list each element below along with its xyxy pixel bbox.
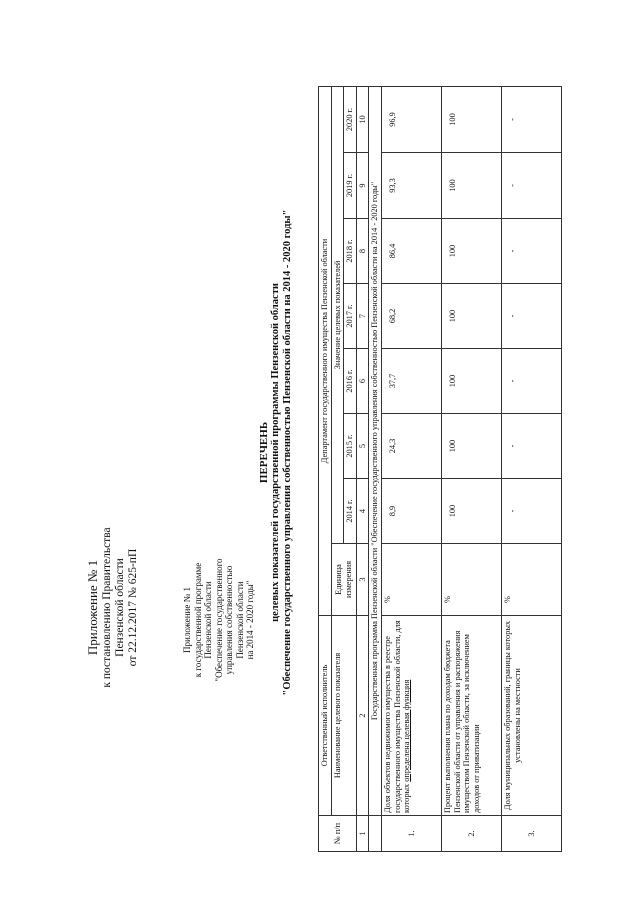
appendix-line: к постановлению Правительства	[101, 527, 113, 688]
annex-block	[182, 540, 256, 700]
indicator-name-continuation: определена целевая функция	[402, 679, 412, 782]
column-number: 5	[356, 414, 369, 479]
annex-line: Пензенской области	[234, 581, 245, 659]
annex-line: к государственной программе	[192, 562, 203, 678]
table-row	[381, 86, 441, 851]
program-row-spacer	[369, 816, 382, 852]
indicator-value: 100	[441, 284, 501, 349]
program-row-text: Государственная программа Пензенской области "Обеспечение государственного управления собственностью Пензенской области на 2014 - 2020 годы"	[369, 86, 382, 815]
table-row	[501, 86, 561, 851]
title-subheading: целевых показателей государственной программы Пензенской области	[270, 283, 281, 622]
indicator-value: 8,9	[381, 479, 441, 544]
indicator-value: -	[501, 414, 561, 479]
annex-line: Приложение № 1	[182, 587, 192, 653]
indicator-name: Доля муниципальных образований, границы которых установлены на местности	[501, 616, 561, 816]
column-number: 7	[356, 284, 369, 349]
column-number: 3	[356, 544, 369, 616]
column-number: 1	[356, 816, 369, 852]
header-year: 2017 г.	[344, 284, 357, 349]
indicator-value: 100	[441, 219, 501, 284]
annex-line: управления собственностью	[224, 565, 234, 675]
row-number: 3.	[501, 816, 561, 852]
table-row	[441, 86, 501, 851]
indicator-value: 24,3	[381, 414, 441, 479]
title-program-name: "Обеспечение государственного управления собственностью Пензенской области на 2014 - 2020 годы"	[282, 209, 293, 696]
column-number: 10	[356, 86, 369, 152]
indicator-value: -	[501, 349, 561, 414]
indicator-value: 96,9	[381, 86, 441, 152]
header-no: № п/п	[319, 816, 357, 852]
column-numbers-row	[356, 86, 369, 851]
indicator-unit: %	[441, 544, 501, 616]
indicator-value: 100	[441, 349, 501, 414]
header-year: 2016 г.	[344, 349, 357, 414]
column-number: 6	[356, 349, 369, 414]
row-number: 2.	[441, 816, 501, 852]
appendix-block	[86, 520, 140, 695]
document-title	[258, 0, 294, 905]
column-number: 8	[356, 219, 369, 284]
indicator-name-text: Доля объектов недвижимого имущества в реестре государственного имущества Пензенской области, для которых	[382, 620, 412, 813]
appendix-line: Пензенской области	[114, 558, 126, 657]
indicator-value: 100	[441, 479, 501, 544]
header-year: 2018 г.	[344, 219, 357, 284]
indicator-value: -	[501, 219, 561, 284]
indicator-value: -	[501, 86, 561, 152]
indicator-value: -	[501, 284, 561, 349]
header-executor-row	[319, 86, 332, 851]
indicator-name	[381, 616, 441, 816]
header-executor: Ответственный исполнитель	[319, 616, 332, 816]
appendix-number: Приложение № 1	[85, 559, 100, 656]
indicator-value: 100	[441, 86, 501, 152]
header-executor-value: Департамент государственного имущества Пензенской области	[319, 86, 332, 615]
indicator-name: Процент выполнения плана по доходам бюджета Пензенской области от управления и распоряжения имуществом Пензенской области, за исключением доходов от приватизации	[441, 616, 501, 816]
indicator-value: 100	[441, 414, 501, 479]
indicators-table	[318, 86, 562, 852]
annex-line: "Обеспечение государственного	[213, 558, 224, 682]
indicator-value: 37,7	[381, 349, 441, 414]
program-row	[369, 86, 382, 851]
header-values-group: Значение целевых показателей	[331, 86, 344, 543]
column-number: 4	[356, 479, 369, 544]
header-unit: Единица измерения	[331, 544, 356, 616]
header-year: 2015 г.	[344, 414, 357, 479]
column-number: 9	[356, 153, 369, 219]
header-indicator-name: Наименование целевого показателя	[331, 616, 356, 816]
indicator-value: 86,4	[381, 219, 441, 284]
row-number: 1.	[381, 816, 441, 852]
header-year: 2020 г.	[344, 86, 357, 152]
indicator-value: 100	[441, 153, 501, 219]
annex-line: на 2014 - 2020 годы"	[245, 580, 255, 660]
indicator-value: 93,3	[381, 153, 441, 219]
header-year: 2019 г.	[344, 153, 357, 219]
indicator-value: -	[501, 153, 561, 219]
indicator-unit: %	[501, 544, 561, 616]
header-year: 2014 г.	[344, 479, 357, 544]
appendix-date: от 22.12.2017 № 625-пП	[127, 548, 139, 667]
header-name-row	[331, 86, 344, 851]
column-number: 2	[356, 616, 369, 816]
annex-line: Пензенской области	[203, 581, 213, 659]
indicator-value: 68,2	[381, 284, 441, 349]
indicator-value: -	[501, 479, 561, 544]
indicator-unit: %	[381, 544, 441, 616]
title-heading: ПЕРЕЧЕНЬ	[258, 421, 270, 484]
